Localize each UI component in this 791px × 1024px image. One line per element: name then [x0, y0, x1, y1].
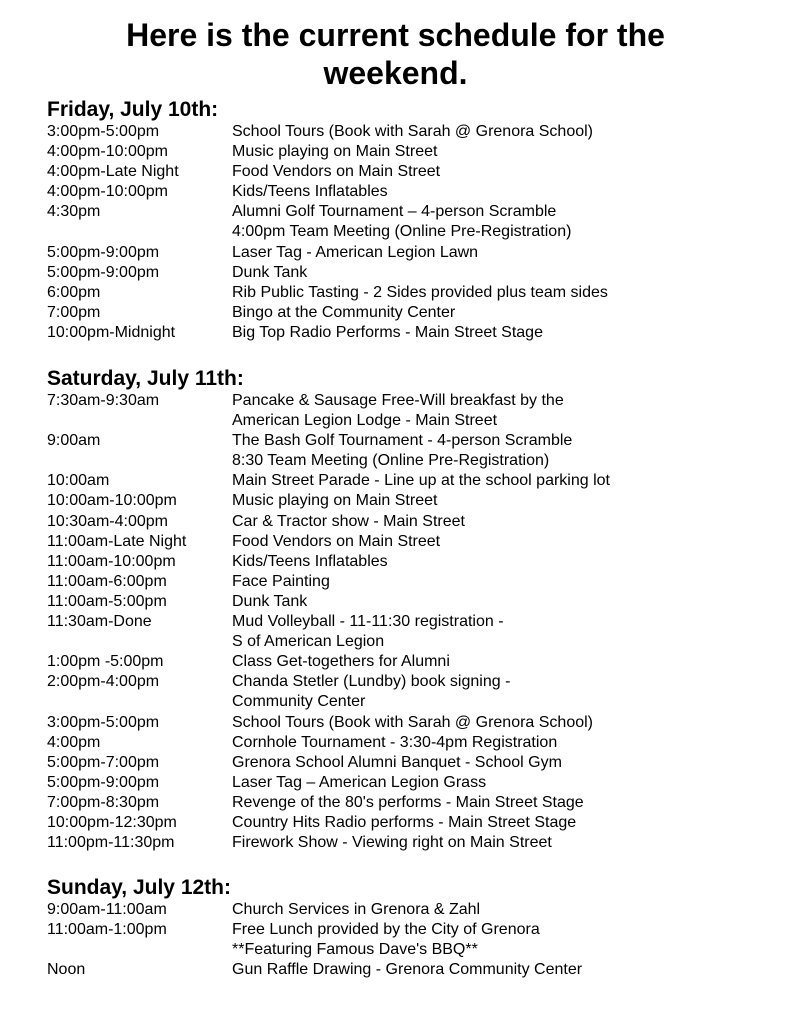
- event-description: [232, 612, 747, 652]
- event-time: Noon: [47, 961, 86, 979]
- schedule-row: [47, 303, 747, 323]
- event-description-line: Face Painting: [232, 572, 330, 590]
- schedule-row: [47, 753, 747, 773]
- schedule-row: [47, 512, 747, 532]
- event-time: 10:00pm-Midnight: [47, 323, 176, 341]
- event-description: [232, 532, 747, 552]
- event-description: [232, 243, 747, 263]
- event-description: [232, 572, 747, 592]
- event-description: [232, 672, 747, 712]
- schedule-row: [47, 813, 747, 833]
- event-time: 10:30am-4:00pm: [47, 512, 168, 530]
- event-description: [232, 813, 747, 833]
- day-heading: Sunday, July 12th:: [47, 876, 231, 899]
- event-time: 9:00am: [47, 432, 101, 450]
- event-time: 4:00pm-10:00pm: [47, 183, 168, 201]
- event-time: 6:00pm: [47, 283, 101, 301]
- event-description-line: Food Vendors on Main Street: [232, 163, 441, 181]
- schedule-row: [47, 122, 747, 142]
- schedule-row: [47, 202, 747, 242]
- event-description-line: Music playing on Main Street: [232, 143, 438, 161]
- event-description-line: Community Center: [232, 693, 366, 711]
- schedule-row: [47, 431, 747, 471]
- event-time: 4:00pm: [47, 733, 101, 751]
- event-time: 11:30am-Done: [47, 613, 152, 631]
- event-time: 5:00pm-9:00pm: [47, 773, 160, 791]
- schedule-row: [47, 592, 747, 612]
- event-description-line: School Tours (Book with Sarah @ Grenora School): [232, 713, 594, 731]
- event-description-line: Gun Raffle Drawing - Grenora Community Center: [232, 961, 583, 979]
- event-description-line: Car & Tractor show - Main Street: [232, 512, 465, 530]
- schedule-row: [47, 162, 747, 182]
- event-time: 3:00pm-5:00pm: [47, 123, 160, 140]
- event-time: 5:00pm-7:00pm: [47, 753, 160, 771]
- event-description-line: Alumni Golf Tournament – 4-person Scramble: [232, 203, 557, 221]
- event-description-line: Firework Show - Viewing right on Main Street: [232, 834, 552, 852]
- event-description-line: Dunk Tank: [232, 592, 308, 610]
- event-description: [232, 592, 747, 612]
- event-description-line: Laser Tag - American Legion Lawn: [232, 243, 479, 261]
- event-time: 11:00am-10:00pm: [47, 552, 176, 570]
- event-description-line: Main Street Parade - Line up at the school parking lot: [232, 472, 610, 490]
- event-description: [232, 773, 747, 793]
- event-description: [232, 960, 747, 980]
- event-description: [232, 263, 747, 283]
- schedule-row: [47, 471, 747, 491]
- event-time: 5:00pm-9:00pm: [47, 243, 160, 261]
- event-description: [232, 182, 747, 202]
- event-time: 9:00am-11:00am: [47, 901, 167, 918]
- day-heading: Friday, July 10th:: [47, 98, 219, 121]
- event-description-line: Church Services in Grenora & Zahl: [232, 901, 481, 918]
- event-time: 10:00am: [47, 472, 110, 490]
- event-description: [232, 900, 747, 920]
- schedule-row: [47, 833, 747, 853]
- event-time: 7:00pm: [47, 303, 101, 321]
- event-description: [232, 162, 747, 182]
- event-description-line: Free Lunch provided by the City of Grenora: [232, 921, 540, 939]
- event-time: 5:00pm-9:00pm: [47, 263, 160, 281]
- event-time: 10:00pm-12:30pm: [47, 813, 177, 831]
- event-description: [232, 283, 747, 303]
- event-time: 4:00pm-Late Night: [47, 163, 179, 181]
- event-description-line: Grenora School Alumni Banquet - School Gym: [232, 753, 562, 771]
- event-description: [232, 652, 747, 672]
- event-description-line: American Legion Lodge - Main Street: [232, 412, 498, 430]
- schedule-row: [47, 532, 747, 552]
- schedule-row: [47, 773, 747, 793]
- event-description-line: Music playing on Main Street: [232, 492, 438, 510]
- schedule-row: [47, 672, 747, 712]
- event-description: [232, 753, 747, 773]
- event-time: 11:00pm-11:30pm: [47, 834, 175, 852]
- event-description-line: Revenge of the 80's performs - Main Street Stage: [232, 793, 584, 811]
- schedule-row: [47, 263, 747, 283]
- event-description: [232, 491, 747, 511]
- day-section-sunday: [47, 876, 747, 980]
- event-description-line: Cornhole Tournament - 3:30-4pm Registration: [232, 733, 558, 751]
- event-time: 3:00pm-5:00pm: [47, 713, 160, 731]
- event-description-line: Kids/Teens Inflatables: [232, 552, 388, 570]
- event-description: [232, 833, 747, 853]
- event-description-line: Bingo at the Community Center: [232, 303, 456, 321]
- event-time: 4:00pm-10:00pm: [47, 143, 168, 161]
- schedule-row: [47, 323, 747, 343]
- schedule-row: [47, 572, 747, 592]
- event-description-line: 8:30 Team Meeting (Online Pre-Registration): [232, 452, 550, 470]
- event-description: [232, 303, 747, 323]
- event-description-line: Country Hits Radio performs - Main Street Stage: [232, 813, 577, 831]
- event-description: [232, 431, 747, 471]
- schedule-row: [47, 552, 747, 572]
- event-description-line: Class Get-togethers for Alumni: [232, 653, 450, 671]
- event-description-line: Pancake & Sausage Free-Will breakfast by the: [232, 392, 564, 409]
- event-description: [232, 202, 747, 242]
- page-title: [60, 16, 731, 92]
- event-description-line: Laser Tag – American Legion Grass: [232, 773, 487, 791]
- day-section-friday: [47, 98, 747, 343]
- event-description: [232, 323, 747, 343]
- title-line-2: weekend.: [323, 55, 468, 91]
- event-description-line: Rib Public Tasting - 2 Sides provided plus team sides: [232, 283, 608, 301]
- event-description-line: Mud Volleyball - 11-11:30 registration -: [232, 613, 504, 631]
- schedule-row: [47, 142, 747, 162]
- event-time: 7:00pm-8:30pm: [47, 793, 160, 811]
- schedule-row: [47, 652, 747, 672]
- event-description-line: **Featuring Famous Dave's BBQ**: [232, 941, 478, 959]
- event-description-line: Chanda Stetler (Lundby) book signing -: [232, 673, 511, 691]
- day-heading: Saturday, July 11th:: [47, 367, 244, 390]
- schedule-row: [47, 920, 747, 960]
- schedule-row: [47, 182, 747, 202]
- event-description: [232, 793, 747, 813]
- event-description: [232, 713, 747, 733]
- event-description-line: Food Vendors on Main Street: [232, 532, 441, 550]
- event-description-line: School Tours (Book with Sarah @ Grenora School): [232, 123, 594, 140]
- event-time: 7:30am-9:30am: [47, 392, 160, 409]
- schedule-row: [47, 900, 747, 920]
- title-line-1: Here is the current schedule for the: [126, 17, 665, 53]
- event-description-line: Big Top Radio Performs - Main Street Stage: [232, 323, 543, 341]
- event-description: [232, 122, 747, 142]
- event-time: 11:00am-Late Night: [47, 532, 187, 550]
- schedule-row: [47, 283, 747, 303]
- schedule-row: [47, 612, 747, 652]
- event-description: [232, 391, 747, 431]
- schedule-row: [47, 391, 747, 431]
- schedule-row: [47, 713, 747, 733]
- event-time: 10:00am-10:00pm: [47, 492, 177, 510]
- event-time: 2:00pm-4:00pm: [47, 673, 160, 691]
- schedule-row: [47, 793, 747, 813]
- event-description: [232, 471, 747, 491]
- event-time: 11:00am-6:00pm: [47, 572, 167, 590]
- event-time: 1:00pm -5:00pm: [47, 653, 164, 671]
- schedule-row: [47, 960, 747, 980]
- schedule-row: [47, 733, 747, 753]
- event-description: [232, 142, 747, 162]
- event-time: 11:00am-1:00pm: [47, 921, 167, 939]
- event-time: 4:30pm: [47, 203, 101, 221]
- event-description: [232, 552, 747, 572]
- event-description: [232, 733, 747, 753]
- event-description: [232, 920, 747, 960]
- event-description-line: The Bash Golf Tournament - 4-person Scramble: [232, 432, 573, 450]
- event-description-line: S of American Legion: [232, 633, 385, 651]
- schedule-row: [47, 491, 747, 511]
- schedule-row: [47, 243, 747, 263]
- event-description: [232, 512, 747, 532]
- event-description-line: Dunk Tank: [232, 263, 308, 281]
- event-description-line: Kids/Teens Inflatables: [232, 183, 388, 201]
- event-time: 11:00am-5:00pm: [47, 592, 167, 610]
- day-section-saturday: [47, 367, 747, 853]
- event-description-line: 4:00pm Team Meeting (Online Pre-Registration): [232, 223, 572, 241]
